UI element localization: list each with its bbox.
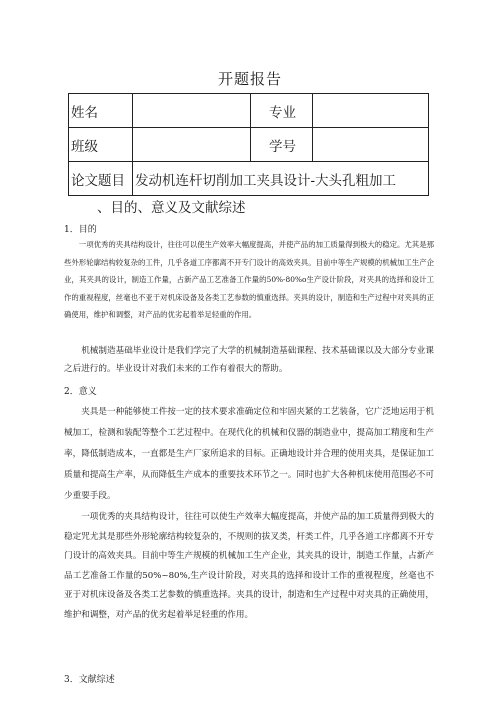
subheading-purpose: 1．目的 [64,225,97,235]
name-value [133,94,251,128]
subheading-literature-review: 3．文献综述 [64,675,115,685]
paragraph-significance-2: 一项优秀的夹具结构设计，往往可以使生产效率大幅度提高，并使产品的加工质量得到极大的稳定咒尤其是那些外形轮廓结构较复杂的，不规则的拔叉类，杆类工件，几乎各道工序都离不开专门设计的高效夹具。目前中等生产规模的机械加工生产企业，其夹具的设计，制造工作量，占新产品工艺准备工作量的50%~80%,生产设计阶段，对夹具的选择和设计工作的重视程度，丝毫也不亚于对机床设备及各类工艺参数的慎重选择。夹具的设计，制造和生产过程中对夹具的正确使用，维护和调整，对产品的优劣起着举足轻重的作用。 [64,512,434,620]
class-value [133,128,251,162]
paragraph-significance-1: 夹具是一种能够使工件按一定的技术要求准确定位和牢固夹紧的工艺装备，它广泛地运用于机械加工，检测和装配等整个工艺过程中。在现代化的机械和仪器的制造业中，提高加工精度和生产率，降低制造成本，一直都是生产厂家所追求的目标。正确地设计并合理的使用夹具，是保证加工质量和提高生产率，从而降低生产成本的重要技术环节之一。同时也扩大各种机床使用范围必不可少重要手段。 [64,407,434,501]
table-row [69,128,429,162]
paragraph-purpose-1: 一项优秀的夹具结构设计，往往可以使生产效率大幅度提高，并使产品的加工质量得到极大的稳定。尤其是那些外形轮廓结构较复杂的工件，几乎各道工序都离不开专门设计的高效夹具。目前中等生产规模的机械加工生产企业，其夹具的设计，制造工作量，占新产品工艺准备工作量的50%-80%o生产设计阶段，对夹具的选择和设计工作的重视程度，丝毫也不亚于对机床设备及各类工艺参数的慎重选择。夹具的设计，制造和生产过程中对夹具的正确使用，维护和调整，对产品的优劣起着举足轻重的作用。 [64,240,434,320]
class-label: 班级 [69,128,133,162]
major-value [313,94,429,128]
student-id-value [313,128,429,162]
paragraph-purpose-2: 机械制造基础毕业设计是我们学完了大学的机械制造基础课程、技术基础课以及大部分专业课之后进行的。毕业设计对我们未来的工作有着很大的帮助。 [64,346,434,374]
info-table [68,93,429,196]
thesis-title-value: 发动机连杆切削加工夹具设计-大头孔粗加工 [133,162,429,196]
table-row [69,94,429,128]
page-title: 开题报告 [217,70,282,88]
student-id-label: 学号 [251,128,313,162]
thesis-label: 论文题目 [69,162,133,196]
subheading-significance: 2．意义 [64,387,97,397]
table-row [69,162,429,196]
major-label: 专业 [251,94,313,128]
section-heading: 、目的、意义及文献综述 [97,200,246,216]
name-label: 姓名 [69,94,133,128]
